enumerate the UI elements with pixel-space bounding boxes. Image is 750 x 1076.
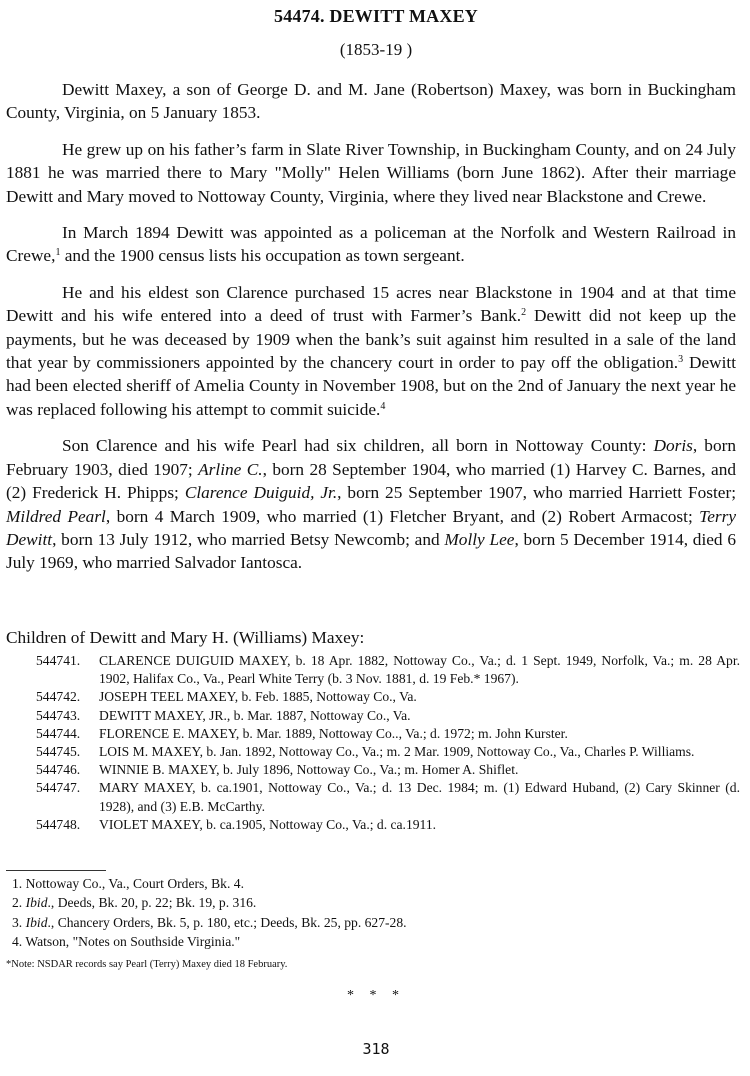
child-number: 544746. <box>36 762 81 778</box>
text-run: 2. <box>12 895 26 911</box>
italic-text: Arline C. <box>198 459 263 479</box>
life-dates: (1853-19 ) <box>339 40 413 59</box>
footnote-ref: 3 <box>678 354 684 366</box>
text-run: , born February 1903, died 1907; <box>6 436 736 479</box>
italic-text: Ibid <box>25 914 48 930</box>
footnote-ref: 1 <box>55 247 61 259</box>
italic-text: Doris <box>653 436 693 456</box>
section-separator: * * * <box>347 988 405 1003</box>
text-run: Dewitt had been elected sheriff of Amelia County in November 1908, but on the 2nd of January the next year he was replaced following his attempt to commit suicide. <box>6 353 737 419</box>
list-item <box>36 725 740 743</box>
italic-text: Mildred Pearl <box>6 506 106 526</box>
text-run: ., Chancery Orders, Bk. 5, p. 180, etc.; Deeds, Bk. 25, pp. 627-28. <box>47 914 407 930</box>
child-number: 544748. <box>36 816 81 832</box>
child-number: 544744. <box>36 725 81 741</box>
text-run: 4. Watson, "Notes on Southside Virginia." <box>12 933 241 949</box>
child-entry: JOSEPH TEEL MAXEY, b. Feb. 1885, Nottoway Co., Va. <box>99 689 417 705</box>
paragraph <box>6 138 736 208</box>
list-item <box>36 707 740 725</box>
child-entry: VIOLET MAXEY, b. ca.1905, Nottoway Co., Va.; d. ca.1911. <box>99 816 437 832</box>
text-run: and the 1900 census lists his occupation as town sergeant. <box>60 246 465 266</box>
italic-text: Ibid <box>25 895 48 911</box>
child-number: 544742. <box>36 689 81 705</box>
text-run: , born 28 September 1904, who married (1) Harvey C. Barnes, and (2) Frederick H. Phipps; <box>6 459 736 503</box>
list-item <box>36 652 740 688</box>
nsdar-note: *Note: NSDAR records say Pearl (Terry) Maxey died 18 February. <box>6 959 288 970</box>
list-item <box>36 761 740 779</box>
footnote <box>12 932 407 951</box>
text-run: , born 13 July 1912, who married Betsy Newcomb; and <box>52 529 445 549</box>
list-item <box>36 816 740 834</box>
list-item <box>36 743 740 761</box>
children-heading: Children of Dewitt and Mary H. (Williams) Maxey: <box>6 628 365 647</box>
text-run: 1. Nottoway Co., Va., Court Orders, Bk. 4. <box>12 876 244 891</box>
child-entry: DEWITT MAXEY, JR., b. Mar. 1887, Nottoway Co., Va. <box>99 707 411 723</box>
text-run: 3. <box>12 914 26 930</box>
child-number: 544743. <box>36 707 81 723</box>
italic-text: Molly Lee <box>444 529 515 549</box>
text-run: Dewitt did not keep up the payments, but he was deceased by 1909 when the bank’s suit against him resulted in a sale of the land that year by commissioners appointed by the chancery court in order to pay off the obligation. <box>6 306 737 373</box>
child-number: 544741. <box>36 653 81 668</box>
biography-text <box>6 78 736 588</box>
children-list <box>36 652 740 834</box>
child-number: 544747. <box>36 780 81 796</box>
page-number: 318 <box>362 1040 390 1058</box>
text-run: He and his eldest son Clarence purchased 15 acres near Blackstone in 1904 and at that time Dewitt and his wife entered into a deed of trust with Farmer’s Bank. <box>6 282 736 326</box>
child-entry: WINNIE B. MAXEY, b. July 1896, Nottoway Co., Va.; m. Homer A. Shiflet. <box>99 762 519 778</box>
child-entry: CLARENCE DUIGUID MAXEY, b. 18 Apr. 1882, Nottoway Co., Va.; d. 1 Sept. 1949, Norfolk, Va.; m. 28 Apr. 1902, Halifax Co., Va., Pearl White Terry (b. 3 Nov. 1881, d. 19 Feb.* 1967). <box>99 653 740 687</box>
italic-text: Clarence Duiguid, Jr. <box>184 483 338 503</box>
text-run: , born 5 December 1914, died 6 July 1969, who married Salvador Iantosca. <box>6 529 736 573</box>
text-run: He grew up on his father’s farm in Slate River Township, in Buckingham County, and on 24 July 1881 he was married there to Mary "Molly" Helen Williams (born June 1862). After their marriage Dewitt and Mary moved to Nottoway County, Virginia, where they lived near Blackstone and Crewe. <box>6 139 736 206</box>
text-run: , born 25 September 1907, who married Harriett Foster; <box>337 483 737 503</box>
paragraph <box>6 434 736 574</box>
italic-text: Terry Dewitt <box>6 506 736 549</box>
text-run: ., Deeds, Bk. 20, p. 22; Bk. 19, p. 316. <box>47 895 257 911</box>
footnote <box>12 893 407 912</box>
footnote-ref: 2 <box>521 307 527 319</box>
text-run: Son Clarence and his wife Pearl had six children, all born in Nottoway County: <box>62 436 654 456</box>
text-run: Dewitt Maxey, a son of George D. and M. Jane (Robertson) Maxey, was born in Buckingham County, Virginia, on 5 January 1853. <box>6 80 736 123</box>
child-entry: MARY MAXEY, b. ca.1901, Nottoway Co., Va.; d. 13 Dec. 1984; m. (1) Edward Huband, (2) Cary Skinner (d. 1928), and (3) E.B. McCarthy. <box>99 780 740 814</box>
list-item <box>36 779 740 815</box>
paragraph <box>6 281 736 421</box>
footnotes <box>12 874 407 951</box>
footnote <box>12 874 407 893</box>
list-item <box>36 688 740 706</box>
child-number: 544745. <box>36 744 81 760</box>
text-run: In March 1894 Dewitt was appointed as a policeman at the Norfolk and Western Railroad in Crewe, <box>6 223 736 266</box>
paragraph <box>6 221 736 268</box>
paragraph <box>6 78 736 125</box>
footnote-divider <box>6 870 106 871</box>
text-run: , born 4 March 1909, who married (1) Fletcher Bryant, and (2) Robert Armacost; <box>105 506 700 526</box>
page-title: 54474. DEWITT MAXEY <box>274 6 478 26</box>
footnote <box>12 913 407 932</box>
child-entry: LOIS M. MAXEY, b. Jan. 1892, Nottoway Co., Va.; m. 2 Mar. 1909, Nottoway Co., Va., Charles P. Williams. <box>99 744 695 760</box>
child-entry: FLORENCE E. MAXEY, b. Mar. 1889, Nottoway Co.., Va.; d. 1972; m. John Kurster. <box>99 725 568 741</box>
footnote-ref: 4 <box>380 400 386 412</box>
